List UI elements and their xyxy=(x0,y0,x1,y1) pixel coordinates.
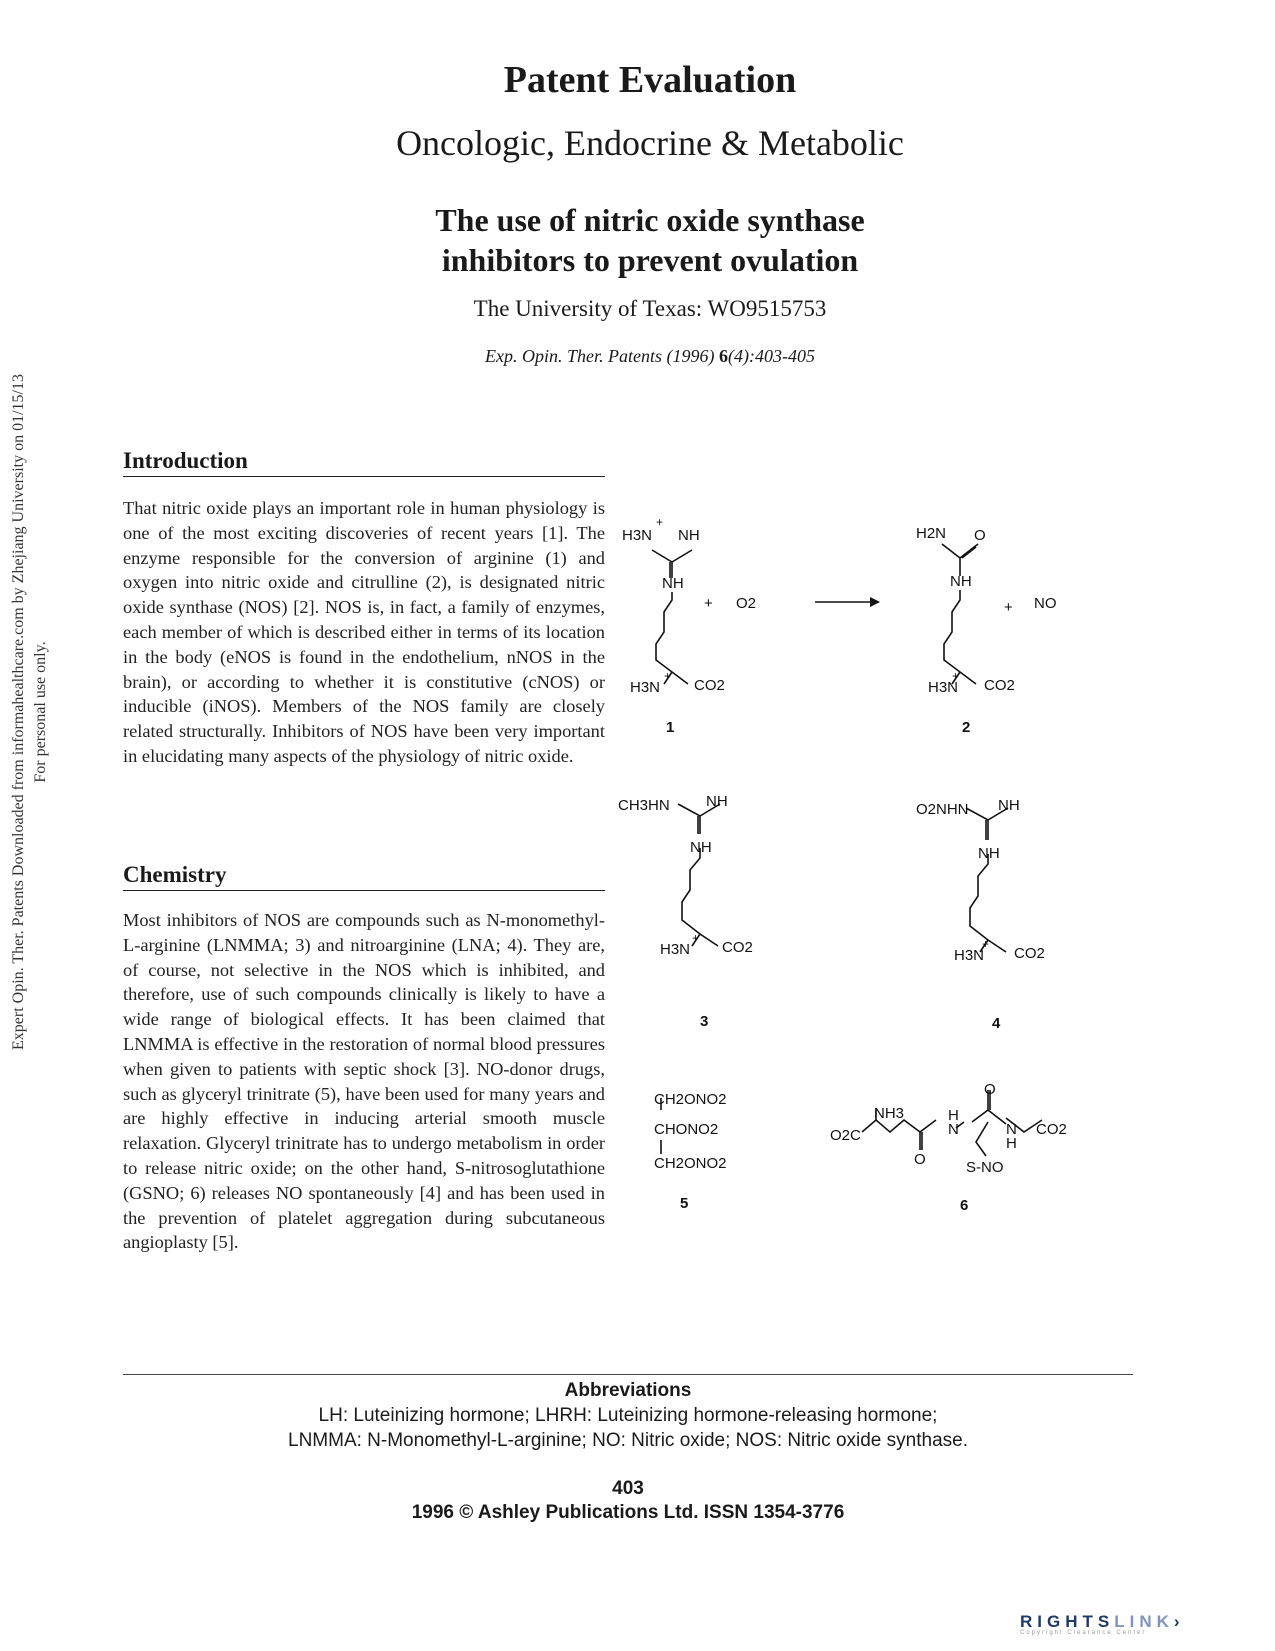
compound-3-nh-imine: NH xyxy=(706,793,728,810)
compound-4-nh: NH xyxy=(978,845,1000,862)
compound-2-co2: CO2 xyxy=(984,677,1015,694)
article-title-line2: inhibitors to prevent ovulation xyxy=(441,242,859,278)
compound-1-co2: CO2 xyxy=(694,677,725,694)
oxygen-reactant: O2 xyxy=(736,595,757,612)
compound-1-h3n: H3N xyxy=(630,679,661,696)
compound-6-n-left: N xyxy=(948,1121,959,1138)
compound-1-h3n-top: H3N xyxy=(622,527,653,544)
compound-label-2: 2 xyxy=(962,719,971,736)
compound-2-charge: + xyxy=(952,669,960,683)
compound-3-nh: NH xyxy=(690,839,712,856)
compound-4-bonds xyxy=(966,808,1008,952)
footer-divider xyxy=(123,1374,1133,1375)
rightslink-tagline: Copyright Clearance Center xyxy=(1020,1630,1147,1636)
rightslink-rights: RIGHTS xyxy=(1020,1612,1115,1631)
compound-2-o: O xyxy=(974,527,986,544)
abbreviations-line1: LH: Luteinizing hormone; LHRH: Luteinizing hormone-releasing hormone; xyxy=(318,1405,938,1426)
compound-3-co2: CO2 xyxy=(722,939,753,956)
compound-6-o-bottom: O xyxy=(914,1151,926,1168)
compound-1-nh: NH xyxy=(662,575,684,592)
compound-6-h-top: H xyxy=(948,1107,959,1124)
citation-volume: 6 xyxy=(719,346,728,366)
copyright-notice: 1996 © Ashley Publications Ltd. ISSN 1354-3776 xyxy=(411,1502,845,1523)
page-number: 403 xyxy=(612,1478,644,1499)
download-notice-line1: Expert Opin. Ther. Patents Downloaded from informahealthcare.com by Zhejiang University on 01/15/13 xyxy=(10,374,27,1050)
compound-4-h3n: H3N xyxy=(954,947,985,964)
nitric-oxide-product: NO xyxy=(1034,595,1057,612)
compound-2-h2n: H2N xyxy=(916,525,947,542)
compound-label-1: 1 xyxy=(666,719,675,736)
plus-sign-2: + xyxy=(1004,599,1013,616)
compound-6-co2: CO2 xyxy=(1036,1121,1067,1138)
article-title-line1: The use of nitric oxide synthase xyxy=(435,202,865,238)
chemical-structures-figure xyxy=(618,515,1150,1280)
compound-2-nh: NH xyxy=(950,573,972,590)
rightslink-logo xyxy=(1020,1612,1185,1636)
compound-1-nh-imine: NH xyxy=(678,527,700,544)
chevron-right-icon: › xyxy=(1173,1612,1185,1631)
compound-1-charge-top: + xyxy=(656,515,664,529)
citation-suffix: (4):403-405 xyxy=(728,346,815,366)
compound-1-bonds xyxy=(652,550,692,684)
compound-6-o2c: O2C xyxy=(830,1127,861,1144)
compound-3-bonds xyxy=(678,804,720,946)
citation-prefix: Exp. Opin. Ther. Patents (1996) xyxy=(485,346,719,366)
compound-3-charge: + xyxy=(692,931,700,945)
compound-label-6: 6 xyxy=(960,1197,969,1214)
compound-6-n-right: N xyxy=(1006,1121,1017,1138)
compound-6-o-top: O xyxy=(984,1081,996,1098)
reaction-arrow-head xyxy=(870,597,880,607)
compound-label-3: 3 xyxy=(700,1013,709,1030)
introduction-body: That nitric oxide plays an important role in human physiology is one of the most exciting discoveries of recent years [1]. The enzyme responsible for the conversion of arginine (1) and oxygen into nitric oxide and citrulline (2), is designated nitric oxide synthase (NOS) [2]. NOS is, in fact, a family of enzymes, each member of which is described either in terms of its location in the body (eNOS is found in the endothelium, nNOS in the brain), or according to whether it is constitutive (cNOS) or inducible (iNOS). Members of the NOS family are closely related structurally. Inhibitors of NOS have been very important in elucidating many aspects of the physiology of nitric oxide. xyxy=(123,498,605,766)
chemistry-body: Most inhibitors of NOS are compounds such as N-monomethyl-L-arginine (LNMMA; 3) and nitroarginine (LNA; 4). They are, of course, not selective in the NOS which is inhibited, and therefore, use of such compounds clinically is likely to have a wide range of biological effects. It has been claimed that LNMMA is effective in the restoration of normal blood pressures when given to patients with septic shock [3]. NO-donor drugs, such as glyceryl trinitrate (5), have been used for many years and are highly effective in inducing arterial smooth muscle relaxation. Glyceryl trinitrate has to undergo metabolism in order to release nitric oxide; on the other hand, S-nitrosoglutathione (GSNO; 6) releases NO spontaneously [4] and has been used in the prevention of platelet aggregation during subcutaneous angioplasty [5]. xyxy=(123,910,605,1253)
compound-4-nh-imine: NH xyxy=(998,797,1020,814)
compound-4-charge: + xyxy=(982,937,990,951)
article-title xyxy=(330,200,970,280)
citation xyxy=(330,346,970,367)
journal-section-label: Patent Evaluation xyxy=(503,59,797,101)
introduction-heading: Introduction xyxy=(123,448,605,477)
compound-5-chono2: CHONO2 xyxy=(654,1121,719,1138)
compound-4-co2: CO2 xyxy=(1014,945,1045,962)
compound-label-4: 4 xyxy=(992,1015,1001,1032)
rightslink-wordmark xyxy=(1020,1612,1185,1632)
compound-3-h3n: H3N xyxy=(660,941,691,958)
journal-subsection: Oncologic, Endocrine & Metabolic xyxy=(396,123,904,163)
chemistry-heading: Chemistry xyxy=(123,862,605,891)
plus-sign-1: + xyxy=(704,595,713,612)
abbreviations-line2: LNMMA: N-Monomethyl-L-arginine; NO: Nitric oxide; NOS: Nitric oxide synthase. xyxy=(288,1430,968,1451)
compound-5-ch2ono2-top: CH2ONO2 xyxy=(654,1091,727,1108)
compound-2-bonds xyxy=(942,544,978,684)
rightslink-link: LINK xyxy=(1114,1612,1174,1631)
download-notice xyxy=(8,212,52,1212)
compound-label-5: 5 xyxy=(680,1195,689,1212)
compound-1-charge: + xyxy=(664,669,672,683)
compound-2-h3n: H3N xyxy=(928,679,959,696)
compound-6-sno: S-NO xyxy=(966,1159,1004,1176)
compound-4-o2nhn: O2NHN xyxy=(916,801,969,818)
compound-6-h-bottom: H xyxy=(1006,1135,1017,1152)
patent-assignee: The University of Texas: WO9515753 xyxy=(473,296,827,321)
compound-3-ch3hn: CH3HN xyxy=(618,797,670,814)
download-notice-line2: For personal use only. xyxy=(32,641,49,783)
compound-5-ch2ono2-bottom: CH2ONO2 xyxy=(654,1155,727,1172)
compound-2-double-bond xyxy=(962,547,976,558)
abbreviations-title: Abbreviations xyxy=(564,1380,692,1401)
compound-6-nh3: NH3 xyxy=(874,1105,905,1122)
